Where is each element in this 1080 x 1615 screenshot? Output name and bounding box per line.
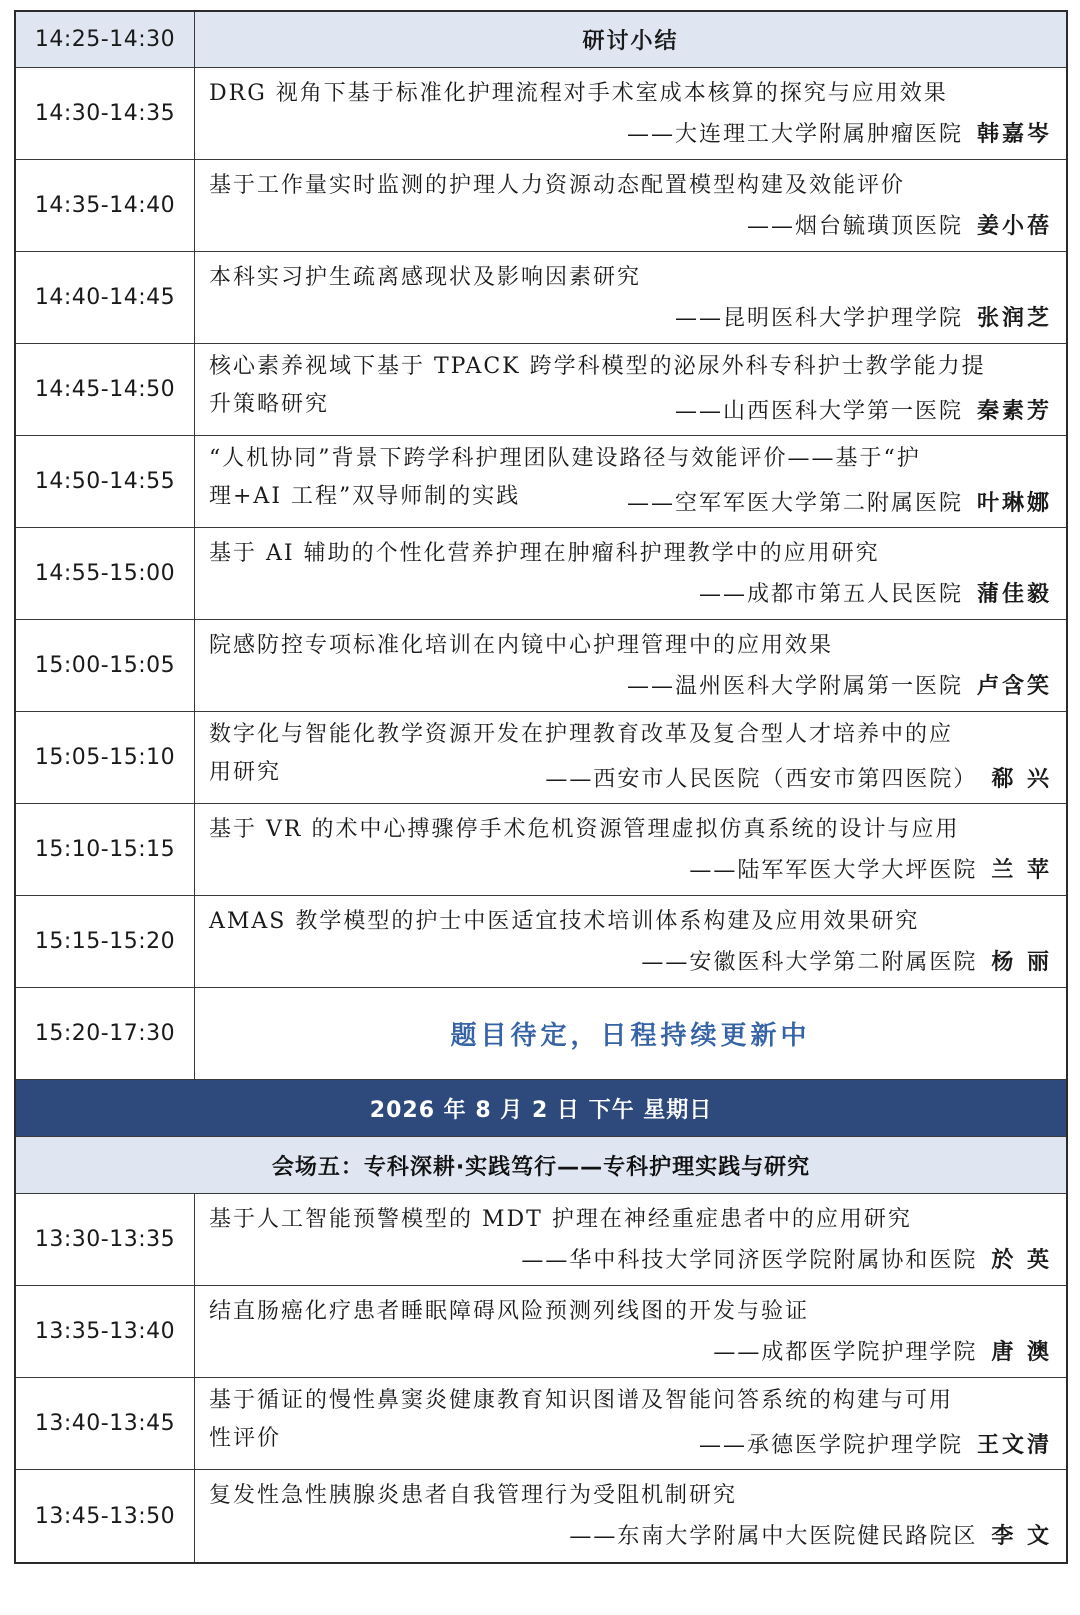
talk-speaker-line — [209, 298, 1052, 339]
schedule-row — [16, 436, 1066, 528]
institution: ——华中科技大学同济医学院附属协和医院 — [521, 1248, 978, 1273]
speaker-name: 王文清 — [976, 1432, 1052, 1458]
talk-speaker-line — [209, 1240, 1052, 1281]
talk-cell — [195, 804, 1066, 895]
talk-speaker-line — [209, 1332, 1052, 1373]
talk-speaker-line — [209, 1516, 1052, 1557]
time-cell: 15:05-15:10 — [16, 712, 195, 803]
talk-speaker-line — [209, 942, 1052, 983]
institution: ——成都市第五人民医院 — [698, 582, 963, 607]
talk-speaker-line — [675, 394, 1052, 425]
schedule-row — [16, 1286, 1066, 1378]
institution: ——西安市人民医院（西安市第四医院） — [545, 767, 978, 792]
institution: ——昆明医科大学护理学院 — [674, 306, 963, 331]
talk-title-line-1: “人机协同”背景下跨学科护理团队建设路径与效能评价——基于“护 — [209, 446, 921, 471]
schedule-table — [14, 10, 1068, 1564]
talk-speaker-line — [209, 574, 1052, 615]
speaker-name: 李 文 — [991, 1523, 1052, 1549]
time-cell: 14:40-14:45 — [16, 252, 195, 343]
talk-title-line-2: 理+AI 工程”双导师制的实践 — [209, 484, 521, 509]
talk-cell — [195, 528, 1066, 619]
pending-label: 题目待定，日程持续更新中 — [450, 1021, 811, 1051]
talk-speaker-line — [209, 114, 1052, 155]
talk-title-line-1: 核心素养视域下基于 TPACK 跨学科模型的泌尿外科专科护士教学能力提 — [209, 354, 986, 379]
time-cell: 14:50-14:55 — [16, 436, 195, 527]
day-banner: 2026 年 8 月 2 日 下午 星期日 — [16, 1080, 1066, 1137]
time-cell: 13:40-13:45 — [16, 1378, 195, 1469]
talk-cell — [195, 68, 1066, 159]
talk-title-line-2: 升策略研究 — [209, 392, 330, 417]
talk-speaker-line — [545, 762, 1052, 793]
speaker-name: 蒲佳毅 — [976, 581, 1052, 607]
institution: ——大连理工大学附属肿瘤医院 — [626, 122, 963, 147]
talk-title: 结直肠癌化疗患者睡眠障碍风险预测列线图的开发与验证 — [209, 1299, 810, 1324]
talk-title: 基于 VR 的术中心搏骤停手术危机资源管理虚拟仿真系统的设计与应用 — [209, 817, 960, 842]
schedule-row — [16, 804, 1066, 896]
talk-title: 院感防控专项标准化培训在内镜中心护理管理中的应用效果 — [209, 633, 834, 658]
talk-cell — [195, 1378, 1066, 1469]
talk-speaker-line — [209, 206, 1052, 247]
talk-title-line-1: 基于循证的慢性鼻窦炎健康教育知识图谱及智能问答系统的构建与可用 — [209, 1388, 954, 1413]
summary-label: 研讨小结 — [582, 29, 679, 54]
schedule-row — [16, 68, 1066, 160]
speaker-name: 姜小蓓 — [976, 213, 1052, 239]
talk-cell — [195, 1286, 1066, 1377]
time-cell: 15:20-17:30 — [16, 988, 195, 1079]
talk-title: DRG 视角下基于标准化护理流程对手术室成本核算的探究与应用效果 — [209, 81, 948, 106]
schedule-row-summary — [16, 12, 1066, 68]
institution: ——成都医学院护理学院 — [713, 1340, 978, 1365]
speaker-name: 叶琳娜 — [976, 490, 1052, 516]
time-cell: 14:25-14:30 — [16, 12, 195, 67]
talk-title-line-2: 性评价 — [209, 1426, 282, 1451]
institution: ——烟台毓璜顶医院 — [746, 214, 963, 239]
speaker-name: 唐 澳 — [991, 1339, 1052, 1365]
talk-cell — [195, 1470, 1066, 1562]
talk-title: AMAS 教学模型的护士中医适宜技术培训体系构建及应用效果研究 — [209, 909, 920, 934]
time-cell: 15:00-15:05 — [16, 620, 195, 711]
schedule-row — [16, 344, 1066, 436]
speaker-name: 郗 兴 — [991, 766, 1052, 792]
institution: ——承德医学院护理学院 — [698, 1433, 963, 1458]
talk-cell — [195, 620, 1066, 711]
time-cell: 14:45-14:50 — [16, 344, 195, 435]
speaker-name: 杨 丽 — [991, 949, 1052, 975]
institution: ——空军军医大学第二附属医院 — [626, 491, 963, 516]
talk-title-line-1: 数字化与智能化教学资源开发在护理教育改革及复合型人才培养中的应 — [209, 722, 954, 747]
institution: ——东南大学附属中大医院健民路院区 — [569, 1524, 978, 1549]
institution: ——山西医科大学第一医院 — [674, 399, 963, 424]
time-cell: 13:45-13:50 — [16, 1470, 195, 1562]
time-cell: 14:55-15:00 — [16, 528, 195, 619]
schedule-row — [16, 1470, 1066, 1562]
talk-speaker-line — [209, 850, 1052, 891]
time-cell: 13:35-13:40 — [16, 1286, 195, 1377]
talk-cell — [195, 436, 1066, 527]
talk-title: 复发性急性胰腺炎患者自我管理行为受阻机制研究 — [209, 1483, 738, 1508]
schedule-row — [16, 712, 1066, 804]
schedule-row — [16, 252, 1066, 344]
talk-title: 本科实习护生疏离感现状及影响因素研究 — [209, 265, 642, 290]
speaker-name: 张润芝 — [976, 305, 1052, 331]
time-cell: 14:30-14:35 — [16, 68, 195, 159]
schedule-row — [16, 528, 1066, 620]
talk-cell — [195, 1194, 1066, 1285]
talk-title: 基于 AI 辅助的个性化营养护理在肿瘤科护理教学中的应用研究 — [209, 541, 880, 566]
schedule-row — [16, 160, 1066, 252]
institution: ——安徽医科大学第二附属医院 — [641, 950, 978, 975]
schedule-row — [16, 620, 1066, 712]
talk-cell — [195, 896, 1066, 987]
speaker-name: 卢含笑 — [976, 673, 1052, 699]
talk-speaker-line — [627, 486, 1052, 517]
speaker-name: 於 英 — [991, 1247, 1052, 1273]
speaker-name: 兰 苹 — [991, 857, 1052, 883]
time-cell: 15:10-15:15 — [16, 804, 195, 895]
talk-title-line-2: 用研究 — [209, 760, 282, 785]
institution: ——温州医科大学附属第一医院 — [626, 674, 963, 699]
speaker-name: 秦素芳 — [976, 398, 1052, 424]
speaker-name: 韩嘉岑 — [976, 121, 1052, 147]
schedule-row-pending — [16, 988, 1066, 1080]
session-banner: 会场五：专科深耕·实践笃行——专科护理实践与研究 — [16, 1137, 1066, 1194]
institution: ——陆军军医大学大坪医院 — [689, 858, 978, 883]
talk-title: 基于工作量实时监测的护理人力资源动态配置模型构建及效能评价 — [209, 173, 906, 198]
schedule-row — [16, 1194, 1066, 1286]
time-cell: 13:30-13:35 — [16, 1194, 195, 1285]
time-cell: 15:15-15:20 — [16, 896, 195, 987]
schedule-row — [16, 896, 1066, 988]
talk-cell — [195, 712, 1066, 803]
talk-title: 基于人工智能预警模型的 MDT 护理在神经重症患者中的应用研究 — [209, 1207, 912, 1232]
time-cell: 14:35-14:40 — [16, 160, 195, 251]
talk-cell — [195, 344, 1066, 435]
talk-speaker-line — [209, 666, 1052, 707]
talk-speaker-line — [699, 1428, 1052, 1459]
talk-cell — [195, 252, 1066, 343]
schedule-row — [16, 1378, 1066, 1470]
talk-cell — [195, 160, 1066, 251]
